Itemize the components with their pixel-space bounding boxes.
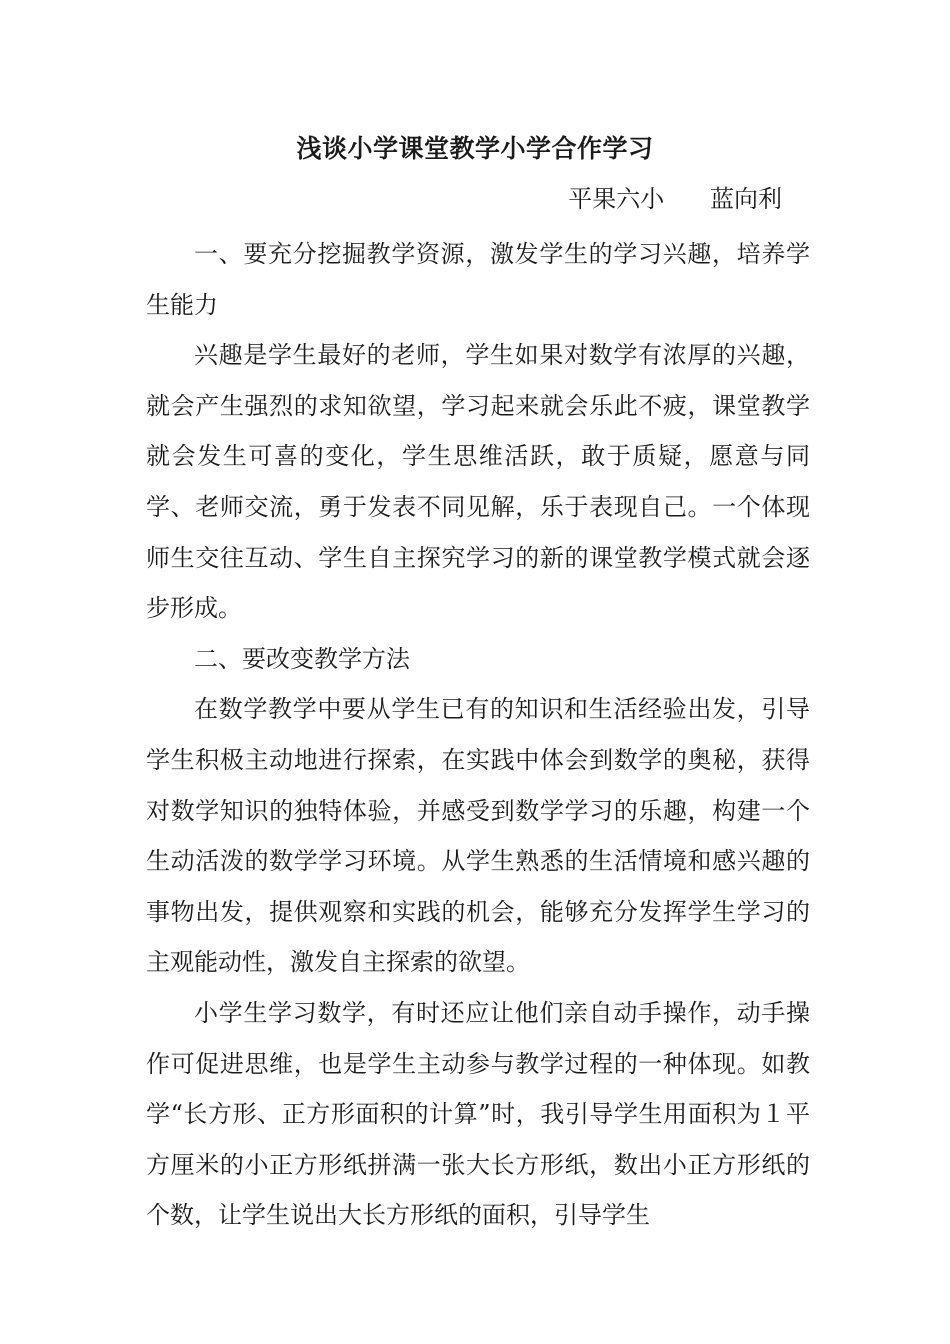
section-heading-1: 一、要充分挖掘教学资源，激发学生的学习兴趣，培养学生能力 xyxy=(146,240,810,319)
section-heading-2: 二、要改变教学方法 xyxy=(194,644,410,673)
paragraph-hands-on: 小学生学习数学，有时还应让他们亲自动手操作，动手操作可促进思维，也是学生主动参与教学过程的一种体现。如教学“长方形、正方形面积的计算”时，我引导学生用面积为１平方厘米的小正方形纸拼满一张大长方形纸，数出小正方形纸的个数，让学生说出大长方形纸的面积，引导学生 xyxy=(146,998,810,1230)
paragraph-method: 在数学教学中要从学生已有的知识和生活经验出发，引导学生积极主动地进行探索，在实践中体会到数学的奥秘，获得对数学知识的独特体验，并感受到数学学习的乐趣，构建一个生动活泼的数学学习环境。从学生熟悉的生活情境和感兴趣的事物出发，提供观察和实践的机会，能够充分发挥学生学习的主观能动性，激发自主探索的欲望。 xyxy=(146,695,810,977)
document-body xyxy=(146,229,810,1241)
document-title: 浅谈小学课堂教学小学合作学习 xyxy=(296,134,654,163)
paragraph-interest: 兴趣是学生最好的老师，学生如果对数学有浓厚的兴趣，就会产生强烈的求知欲望，学习起来就会乐此不疲，课堂教学就会发生可喜的变化，学生思维活跃，敢于质疑，愿意与同学、老师交流，勇于发表不同见解，乐于表现自己。一个体现师生交往互动、学生自主探究学习的新的课堂教学模式就会逐步形成。 xyxy=(146,341,810,623)
author-line: 平果六小 蓝向利 xyxy=(568,185,782,213)
